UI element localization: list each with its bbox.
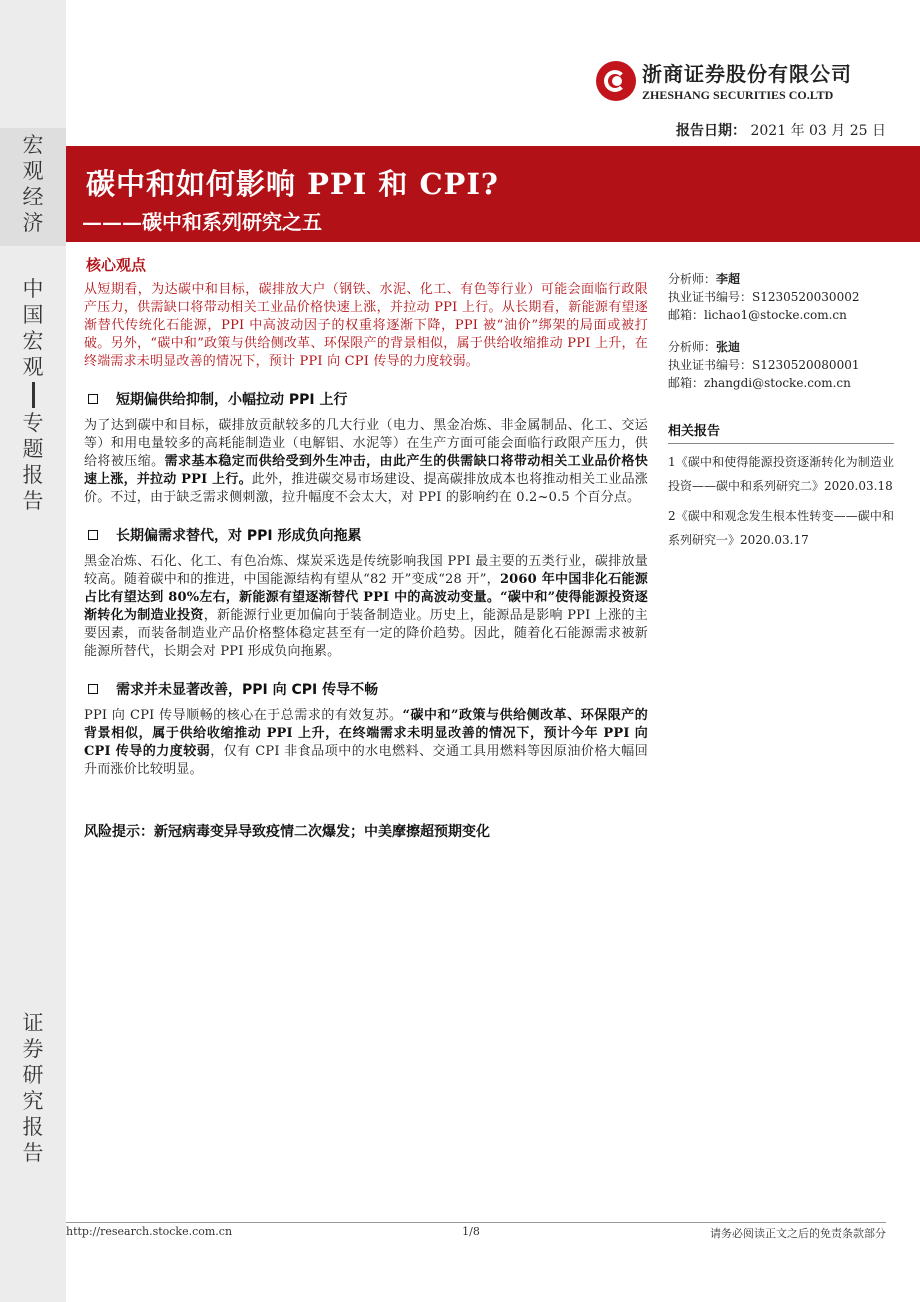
footer-url[interactable]: http://research.stocke.com.cn [66, 1225, 233, 1238]
sidebar-char: 研 [22, 1063, 44, 1087]
section-short-term [84, 389, 648, 507]
sidebar-char: 济 [22, 211, 44, 235]
analyst-cert: 执业证书编号：S1230520080001 [668, 358, 860, 372]
core-view-heading: 核心观点 [86, 256, 147, 274]
report-date-value: 2021 年 03 月 25 日 [750, 123, 886, 139]
checkbox-bullet-icon [88, 530, 98, 540]
footer-disclaimer: 请务必阅读正文之后的免责条款部分 [710, 1227, 886, 1240]
analyst-cert: 执业证书编号：S1230520030002 [668, 290, 860, 304]
checkbox-bullet-icon [88, 684, 98, 694]
sidebar-report-type [0, 276, 66, 514]
sidebar-char: 宏 [22, 133, 44, 157]
company-logo-icon [596, 61, 636, 101]
company-name-en: ZHESHANG SECURITIES CO.LTD [642, 88, 834, 102]
risk-warning: 风险提示：新冠病毒变异导致疫情二次爆发；中美摩擦超预期变化 [84, 824, 490, 840]
report-date [676, 120, 886, 140]
emphasis-text: 需求基本稳定而供给受到外生冲击，由此产生的供需缺口将带动相关工业品价格快速上涨，并拉动 PPI 上行。 [84, 454, 648, 487]
section-heading-text: 长期偏需求替代，对 PPI 形成负向拖累 [116, 528, 362, 544]
analyst-label: 分析师： [668, 272, 717, 286]
analyst-email[interactable]: 邮箱：lichao1@stocke.com.cn [668, 308, 847, 322]
sidebar-char: 题 [22, 437, 44, 461]
left-sidebar [0, 0, 66, 1302]
sidebar-char: 告 [22, 489, 44, 513]
sidebar-research-label [0, 1010, 66, 1166]
checkbox-bullet-icon [88, 394, 98, 404]
right-column [668, 270, 894, 552]
section-long-term [84, 525, 648, 661]
analyst-name: 李超 [716, 272, 741, 286]
analyst-card [668, 270, 894, 324]
emphasis-text: “碳中和”政策与供给侧改革、环保限产的背景相似，属于供给收缩推动 PPI 上升，在终端需求未明显改善的情况下，预计今年 PPI 向 CPI 传导的力度较弱 [84, 708, 648, 759]
body-text: 此外，推进碳交易市场建设、提高碳排放成本也将推动相关工业品涨价。不过，由于缺乏需求侧刺激，拉升幅度不会太大，对 PPI 的影响约在 0.2~0.5 个百分点。 [84, 472, 648, 505]
report-subtitle: ———碳中和系列研究之五 [82, 210, 322, 234]
report-title: 碳中和如何影响 PPI 和 CPI? [86, 167, 499, 201]
section-paragraph [84, 707, 648, 779]
section-heading-text: 短期偏供给抑制，小幅拉动 PPI 上行 [116, 392, 348, 408]
analyst-label: 分析师： [668, 340, 717, 354]
sidebar-char: 报 [22, 1115, 44, 1139]
analyst-name: 张迪 [716, 340, 741, 354]
analyst-card [668, 338, 894, 392]
body-text: 为了达到碳中和目标，碳排放贡献较多的几大行业（电力、黑金冶炼、非金属制品、化工、交运等）和用电量较多的高耗能制造业（电解铝、水泥等）在生产方面可能会面临行政限产压力，供给将被压缩。 [84, 418, 648, 469]
page-footer [66, 1222, 886, 1241]
body-text: PPI 向 CPI 传导顺畅的核心在于总需求的有效复苏。 [84, 708, 403, 723]
body-text: ，新能源行业更加偏向于装备制造业。历史上，能源品是影响 PPI 上涨的主要因素，而装备制造业产品价格整体稳定甚至有一定的降价趋势。因此，随着化石能源需求被新能源所替代，长期会对 PPI 形成负向拖累。 [84, 608, 648, 659]
sidebar-char: 证 [22, 1011, 44, 1035]
related-report-link[interactable]: 2《碳中和观念发生根本性转变——碳中和系列研究一》2020.03.17 [668, 509, 894, 547]
section-heading-text: 需求并未显著改善，PPI 向 CPI 传导不畅 [116, 682, 379, 698]
sidebar-char: 宏 [22, 329, 44, 353]
sidebar-char: 报 [22, 463, 44, 487]
section-demand [84, 679, 648, 779]
sidebar-char: 观 [22, 355, 44, 379]
sidebar-char: 经 [22, 185, 44, 209]
main-content [84, 254, 648, 841]
section-paragraph [84, 417, 648, 507]
related-reports-heading: 相关报告 [668, 420, 894, 444]
title-banner [66, 146, 920, 242]
body-text: 黑金冶炼、石化、化工、有色冶炼、煤炭采选是传统影响我国 PPI 最主要的五类行业，碳排放量较高。随着碳中和的推进，中国能源结构有望从“82 开”变成“28 开”， [84, 554, 648, 587]
sidebar-category [0, 128, 66, 246]
body-text: ，仅有 CPI 非食品项中的水电燃料、交通工具用燃料等因原油价格大幅回升而涨价比较明显。 [84, 744, 648, 777]
page-number: 1/8 [462, 1225, 480, 1238]
sidebar-char: 告 [22, 1141, 44, 1165]
section-heading [84, 389, 648, 409]
company-name-cn: 浙商证券股份有限公司 [642, 62, 852, 86]
section-paragraph [84, 553, 648, 661]
sidebar-char: 专 [22, 411, 44, 435]
emphasis-text: 2060 年中国非化石能源占比有望达到 80%左右，新能源有望逐渐替代 PPI 中的高波动变量。“碳中和”使得能源投资逐渐转化为制造业投资 [84, 572, 648, 623]
section-heading [84, 525, 648, 545]
section-heading [84, 679, 648, 699]
report-date-label: 报告日期： [676, 123, 747, 139]
sidebar-char: 国 [22, 303, 44, 327]
core-view-summary: 从短期看，为达碳中和目标，碳排放大户（钢铁、水泥、化工、有色等行业）可能会面临行政限产压力，供需缺口将带动相关工业品价格快速上涨，并拉动 PPI 上行。从长期看，新能源有望逐渐替代传统化石能源，PPI 中高波动因子的权重将逐渐下降，PPI 被“油价”绑架的局面或被打破。另外，“碳中和”政策与供给侧改革、环保限产的背景相似，属于供给收缩推动 PPI 上升，在终端需求未明显改善的情况下，预计 PPI 向 CPI 传导的力度较弱。 [84, 282, 648, 369]
company-logo [596, 58, 852, 103]
analyst-email[interactable]: 邮箱：zhangdi@stocke.com.cn [668, 376, 851, 390]
sidebar-char: 究 [22, 1089, 44, 1113]
related-report-link[interactable]: 1《碳中和使得能源投资逐渐转化为制造业投资——碳中和系列研究二》2020.03.18 [668, 455, 894, 493]
sidebar-char: 券 [22, 1037, 44, 1061]
sidebar-char: 中 [22, 277, 44, 301]
sidebar-char: 观 [22, 159, 44, 183]
sidebar-divider [32, 382, 35, 408]
